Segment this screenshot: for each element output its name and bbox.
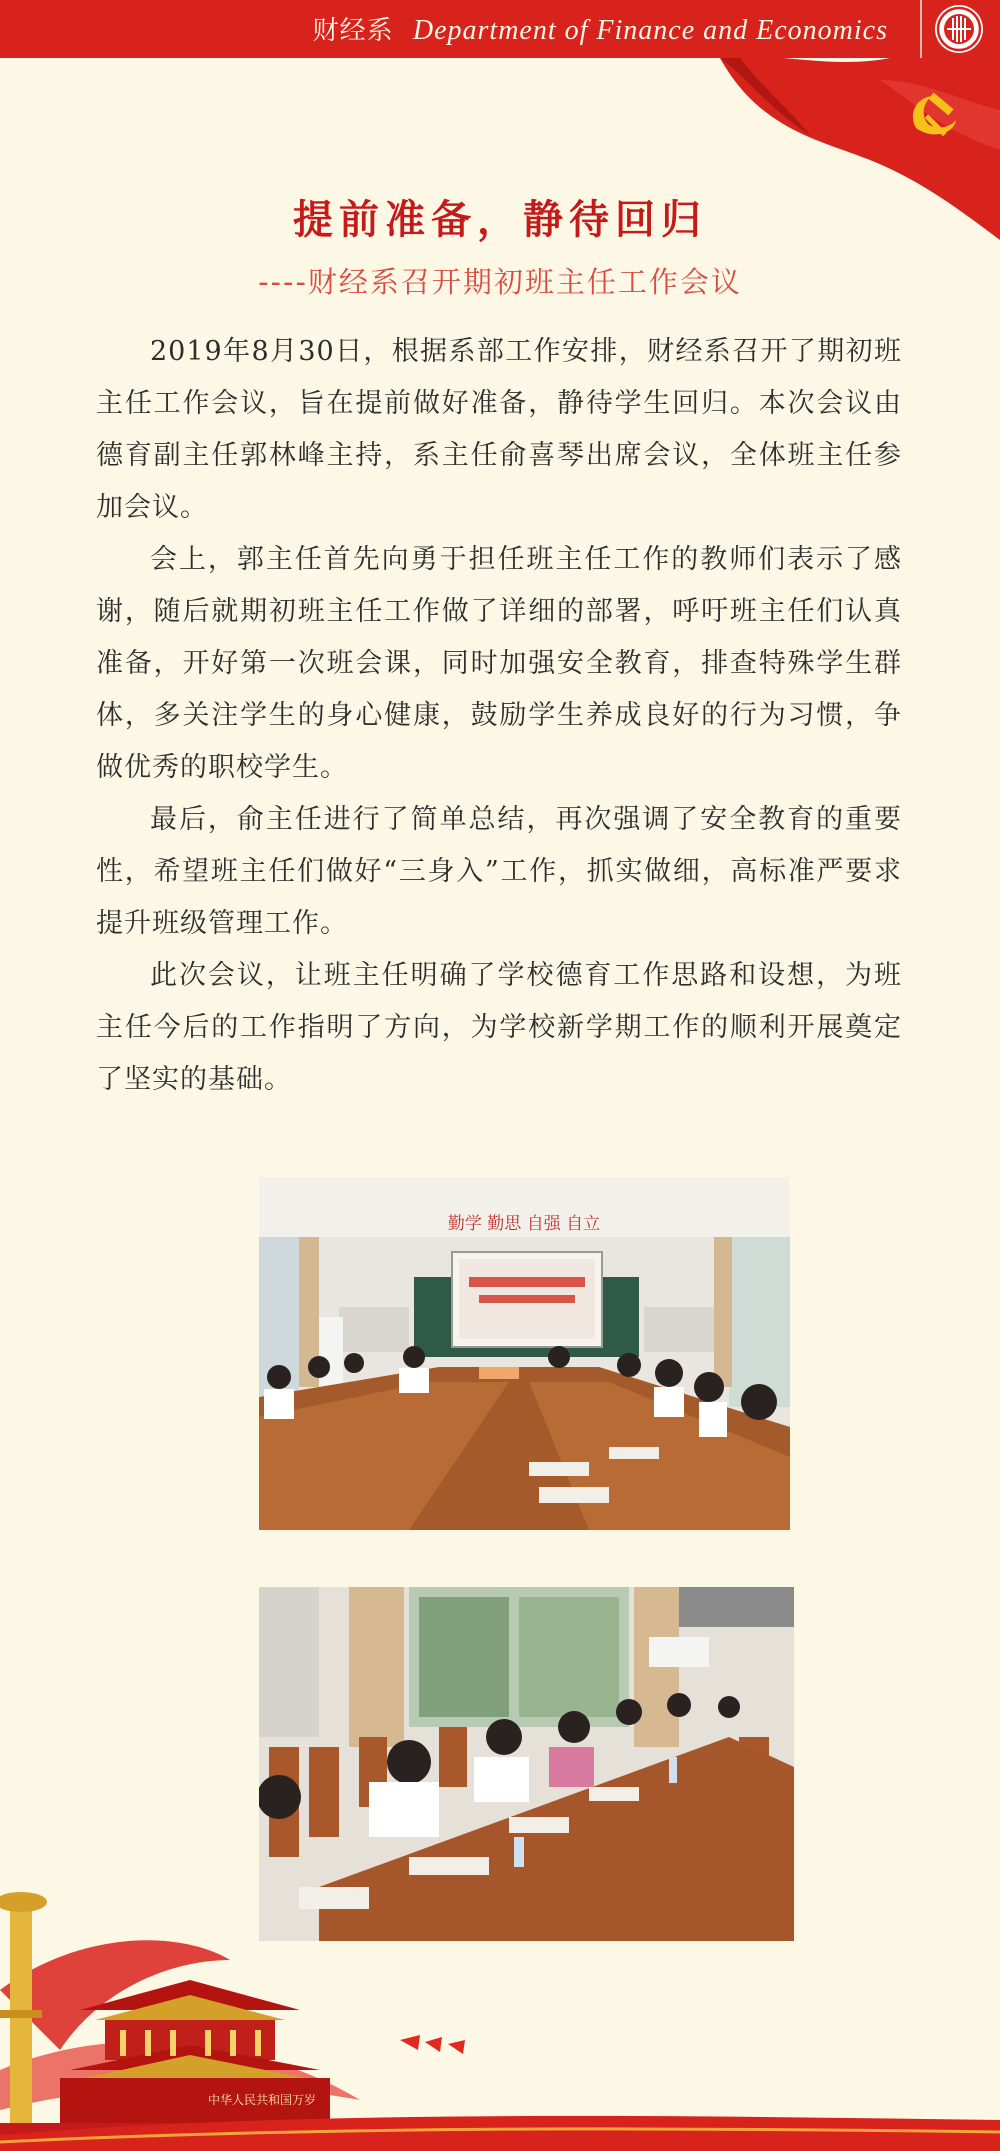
paragraph: 最后，俞主任进行了简单总结，再次强调了安全教育的重要性，希望班主任们做好“三身入”工作，抓实做细，高标准严要求提升班级管理工作。 [96, 804, 902, 939]
gate-sign: 中华人民共和国万岁 [208, 2089, 316, 2111]
department-name-cn: 财经系 [312, 16, 394, 46]
paragraph: 此次会议，让班主任明确了学校德育工作思路和设想，为班主任今后的工作指明了方向，为学校新学期工作的顺利开展奠定了坚实的基础。 [96, 960, 902, 1095]
tiananmen-decoration [0, 1870, 1000, 2151]
department-name-en: Department of Finance and Economics [412, 15, 888, 46]
wall-slogan: 勤学 勤思 自强 自立 [447, 1214, 601, 1234]
article-title: 提前准备，静待回归 [293, 196, 707, 243]
article-subtitle: ----财经系召开期初班主任工作会议 [258, 265, 742, 299]
meeting-photo-1 [259, 1177, 790, 1530]
paragraph: 2019年8月30日，根据系部工作安排，财经系召开了期初班主任工作会议，旨在提前做好准备，静待学生回归。本次会议由德育副主任郭林峰主持，系主任俞喜琴出席会议，全体班主任参加会议。 [96, 336, 902, 523]
article-body [96, 326, 902, 1106]
paragraph: 会上，郭主任首先向勇于担任班主任工作的教师们表示了感谢，随后就期初班主任工作做了详细的部署，呼吁班主任们认真准备，开好第一次班会课，同时加强安全教育，排查特殊学生群体，多关注学生的身心健康，鼓励学生养成良好的行为习惯，争做优秀的职校学生。 [96, 544, 902, 783]
